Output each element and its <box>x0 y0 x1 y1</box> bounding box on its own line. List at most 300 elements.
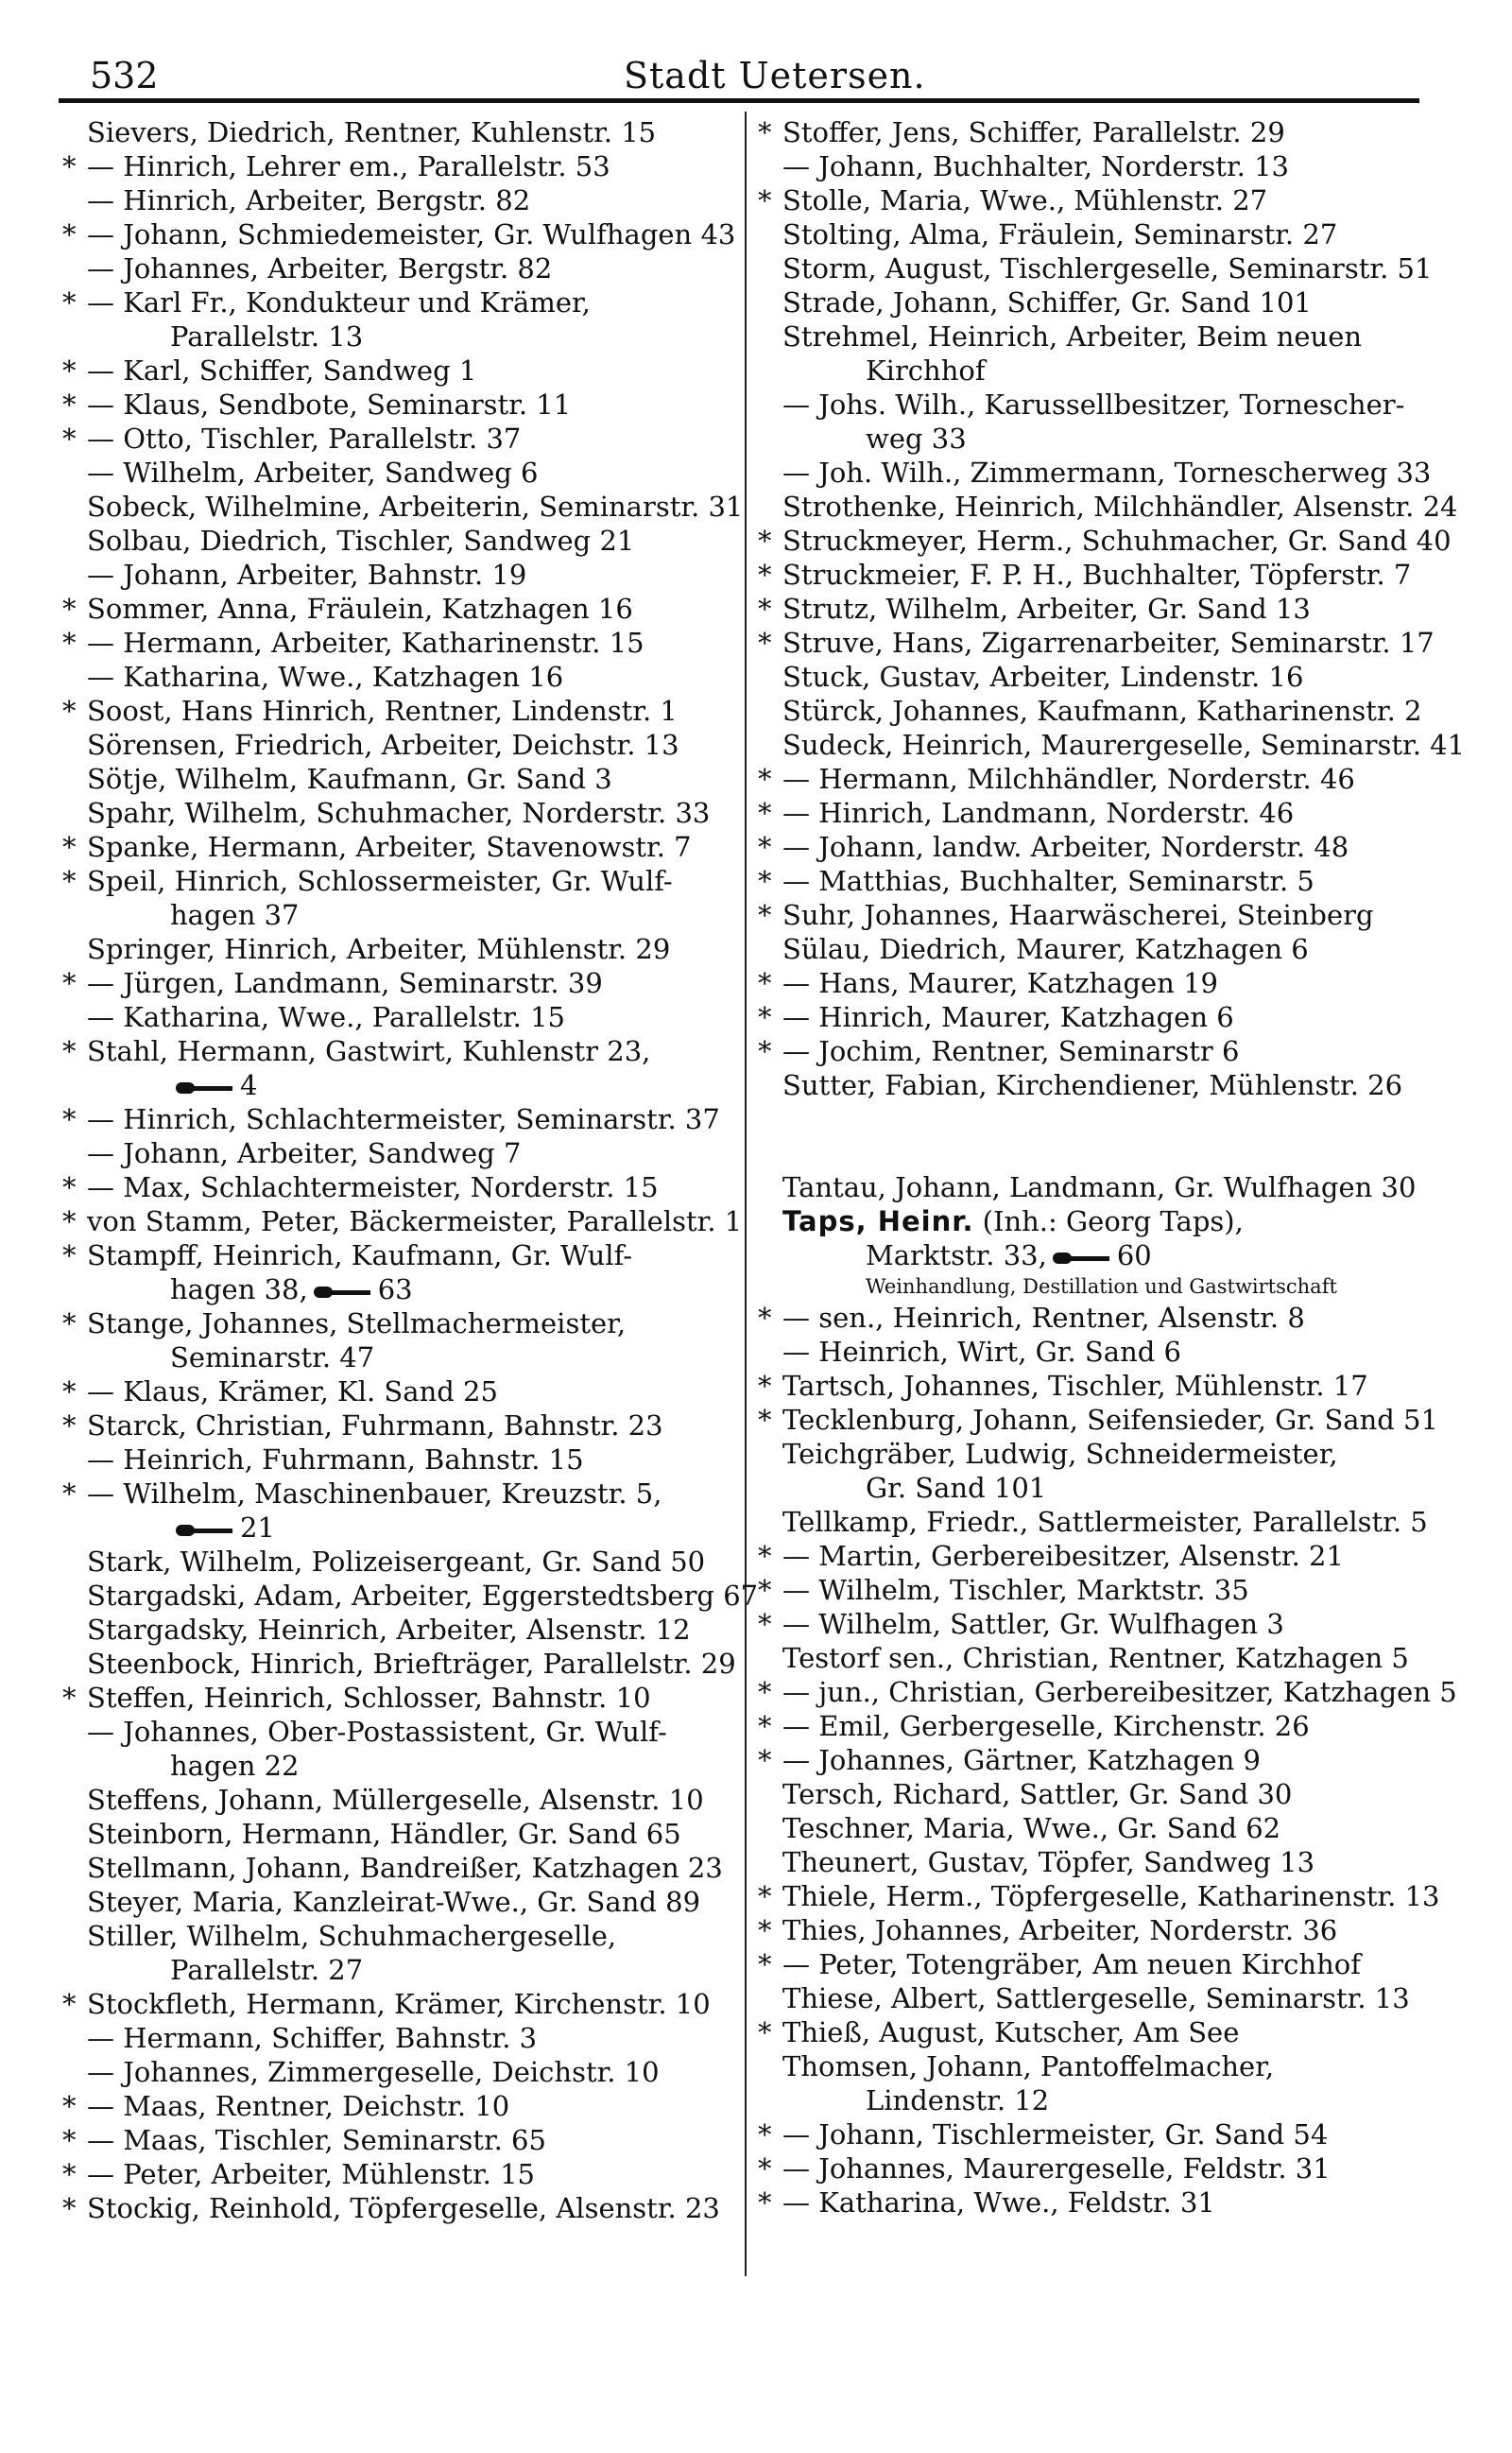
entry-text <box>847 2083 1049 2117</box>
entry-main-text: Tecklenburg, Johann, Seifensieder, Gr. Sand 51 <box>782 1404 1438 1436</box>
entry-main-text: Gr. Sand 101 <box>866 1472 1047 1504</box>
directory-entry <box>68 660 767 694</box>
directory-entry <box>68 1919 767 1953</box>
entry-main-text: Stargadsky, Heinrich, Arbeiter, Alsenstr. 12 <box>87 1614 691 1646</box>
directory-entry <box>68 1545 767 1579</box>
directory-entry <box>62 422 767 456</box>
entry-text <box>764 2049 1274 2083</box>
entry-text <box>764 115 1285 149</box>
directory-entry <box>764 1845 1449 1879</box>
entry-marker: * <box>758 2016 772 2048</box>
entry-marker: * <box>62 593 77 625</box>
entry-text <box>68 1034 650 1068</box>
entry-marker: * <box>62 1477 77 1510</box>
directory-entry <box>758 558 1449 592</box>
directory-entry <box>62 694 767 728</box>
entry-marker: * <box>758 831 772 863</box>
directory-entry <box>62 285 767 320</box>
entry-main-text: — Hermann, Arbeiter, Katharinenstr. 15 <box>87 627 644 659</box>
entry-text <box>764 1947 1361 1981</box>
entry-text <box>68 1000 565 1034</box>
entry-text <box>68 2089 509 2123</box>
entry-main-text: Strehmel, Heinrich, Arbeiter, Beim neuen <box>782 320 1363 353</box>
entry-text <box>68 1204 742 1238</box>
entry-text <box>764 1335 1181 1369</box>
entry-text <box>764 1641 1409 1675</box>
entry-text <box>764 898 1374 932</box>
directory-entry <box>62 2157 767 2191</box>
directory-entry <box>68 1340 767 1374</box>
directory-entry <box>758 524 1452 558</box>
directory-entry <box>68 796 767 830</box>
entry-text <box>68 1136 521 1170</box>
entry-main-text: Strade, Johann, Schiffer, Gr. Sand 101 <box>782 286 1312 319</box>
entry-text <box>764 1437 1338 1471</box>
entry-marker: * <box>62 2158 77 2190</box>
entry-main-text: — Johannes, Gärtner, Katzhagen 9 <box>782 1744 1261 1776</box>
entry-main-text: — sen., Heinrich, Rentner, Alsenstr. 8 <box>782 1302 1305 1334</box>
directory-entry <box>68 1511 767 1545</box>
entry-text <box>68 1238 632 1272</box>
directory-entry <box>62 1408 767 1442</box>
entry-main-text: — Johann, Arbeiter, Sandweg 7 <box>87 1137 522 1169</box>
directory-entry <box>62 626 767 660</box>
entry-text <box>764 2185 1215 2220</box>
entry-text <box>68 456 538 490</box>
entry-marker: * <box>758 2118 772 2151</box>
entry-text <box>764 1301 1305 1335</box>
entry-main-text: — Matthias, Buchhalter, Seminarstr. 5 <box>782 865 1314 897</box>
entry-marker: * <box>758 1370 772 1402</box>
directory-entry <box>62 1238 767 1272</box>
directory-entry <box>62 1204 767 1238</box>
entry-main-text: Steinborn, Hermann, Händler, Gr. Sand 65 <box>87 1818 681 1850</box>
entry-main-text: Stiller, Wilhelm, Schuhmachergeselle, <box>87 1920 617 1952</box>
entry-marker: * <box>758 525 772 557</box>
entry-main-text: Stolting, Alma, Fräulein, Seminarstr. 27 <box>782 218 1338 250</box>
entry-main-text: — Wilhelm, Maschinenbauer, Kreuzstr. 5, <box>87 1477 662 1510</box>
entry-main-text: hagen 37 <box>170 899 300 931</box>
directory-entry <box>758 1573 1449 1607</box>
directory-entry <box>68 251 767 285</box>
entry-main-text: — Max, Schlachtermeister, Norderstr. 15 <box>87 1171 659 1203</box>
entry-main-text: Thiese, Albert, Sattlergeselle, Seminarstr. 13 <box>782 1982 1410 2014</box>
entry-main-text: Weinhandlung, Destillation und Gastwirtschaft <box>866 1275 1337 1298</box>
entry-main-text: Sötje, Wilhelm, Kaufmann, Gr. Sand 3 <box>87 763 612 795</box>
directory-entry <box>758 898 1449 932</box>
entry-text <box>847 1272 1337 1301</box>
entry-text <box>151 1953 363 1987</box>
directory-entry <box>62 1034 767 1068</box>
entry-text <box>847 354 986 388</box>
entry-text <box>68 1102 720 1136</box>
directory-entry <box>764 1170 1449 1204</box>
telephone-icon <box>176 1078 234 1097</box>
entry-marker: * <box>758 865 772 897</box>
entry-text <box>764 456 1431 490</box>
entry-text <box>764 1034 1239 1068</box>
directory-entry <box>68 456 767 490</box>
entry-text <box>764 2151 1331 2185</box>
entry-main-text: — Heinrich, Wirt, Gr. Sand 6 <box>782 1336 1181 1368</box>
directory-entry <box>764 320 1449 354</box>
entry-marker: * <box>62 2124 77 2156</box>
entry-text <box>68 490 743 524</box>
entry-main-text: — Johann, Buchhalter, Norderstr. 13 <box>782 150 1289 182</box>
directory-entry <box>764 1981 1449 2015</box>
entry-main-text: — jun., Christian, Gerbereibesitzer, Katzhagen 5 <box>782 1676 1457 1708</box>
entry-text <box>68 1545 705 1579</box>
directory-entry <box>764 1471 1449 1505</box>
directory-entry <box>758 626 1449 660</box>
directory-entry <box>68 1851 767 1885</box>
entry-text <box>68 1783 704 1817</box>
directory-entry <box>758 1879 1449 1913</box>
entry-marker: * <box>758 559 772 591</box>
directory-entry <box>764 490 1458 524</box>
entry-main-text: 21 <box>240 1512 275 1544</box>
entry-marker: * <box>758 184 772 216</box>
entry-text <box>68 1919 616 1953</box>
entry-main-text: Tellkamp, Friedr., Sattlermeister, Parallelstr. 5 <box>782 1506 1428 1538</box>
entry-text <box>764 1204 1244 1238</box>
directory-entry <box>764 1777 1449 1811</box>
entry-marker: * <box>62 2192 77 2224</box>
entry-main-text: — Johannes, Maurergeselle, Feldstr. 31 <box>782 2152 1331 2185</box>
entry-text <box>68 1987 711 2021</box>
entry-text <box>68 2021 537 2055</box>
entry-text <box>68 354 476 388</box>
entry-marker: * <box>758 593 772 625</box>
entry-main-text: Thies, Johannes, Arbeiter, Norderstr. 36 <box>782 1914 1338 1946</box>
directory-entry <box>764 285 1449 320</box>
directory-entry <box>68 1647 767 1681</box>
entry-main-text: Sudeck, Heinrich, Maurergeselle, Seminarstr. 41 <box>782 729 1466 761</box>
entry-main-text: — Peter, Arbeiter, Mühlenstr. 15 <box>87 2158 535 2190</box>
entry-main-text: — Katharina, Wwe., Feldstr. 31 <box>782 2186 1215 2219</box>
entry-main-text: Stolle, Maria, Wwe., Mühlenstr. 27 <box>782 184 1268 216</box>
entry-marker: * <box>62 2090 77 2122</box>
entry-main-text: — Maas, Rentner, Deichstr. 10 <box>87 2090 510 2122</box>
entry-main-text: Speil, Hinrich, Schlossermeister, Gr. Wulf- <box>87 865 673 897</box>
entry-marker: * <box>62 865 77 897</box>
entry-marker: * <box>62 1988 77 2020</box>
entry-text <box>151 320 363 354</box>
entry-main-text: Spahr, Wilhelm, Schuhmacher, Norderstr. 33 <box>87 797 711 829</box>
directory-entry <box>68 1885 767 1919</box>
entry-main-text: — Johann, Tischlermeister, Gr. Sand 54 <box>782 2118 1329 2151</box>
entry-marker: * <box>62 831 77 863</box>
entry-main-text: Soost, Hans Hinrich, Rentner, Lindenstr. 1 <box>87 695 678 727</box>
entry-marker: * <box>758 627 772 659</box>
directory-entry <box>764 2083 1449 2117</box>
entry-text <box>68 592 633 626</box>
entry-text <box>68 1306 626 1340</box>
entry-text <box>68 1613 691 1647</box>
entry-main-text: Stargadski, Adam, Arbeiter, Eggerstedtsberg 67 <box>87 1580 759 1612</box>
entry-text <box>764 660 1303 694</box>
entry-main-text: Springer, Hinrich, Arbeiter, Mühlenstr. 29 <box>87 933 671 965</box>
entry-text <box>68 1374 498 1408</box>
entry-text <box>68 1477 662 1511</box>
entry-main-text: — Klaus, Krämer, Kl. Sand 25 <box>87 1375 498 1408</box>
directory-entry <box>764 149 1449 183</box>
entry-text <box>68 1885 700 1919</box>
directory-entry <box>62 966 767 1000</box>
directory-entry <box>68 1579 767 1613</box>
entry-text <box>68 1851 723 1885</box>
entry-text <box>68 149 610 183</box>
directory-entry <box>764 728 1466 762</box>
entry-text <box>764 864 1314 898</box>
entry-marker: * <box>758 1914 772 1946</box>
entry-text <box>764 728 1465 762</box>
entry-text <box>764 558 1411 592</box>
entry-after-text: (Inh.: Georg Taps), <box>973 1205 1244 1237</box>
page-title: Stadt Uetersen. <box>624 55 926 96</box>
directory-entry <box>62 592 767 626</box>
entry-text <box>764 2015 1239 2049</box>
entry-text <box>68 932 670 966</box>
entry-main-text: Struve, Hans, Zigarrenarbeiter, Seminarstr. 17 <box>782 627 1435 659</box>
entry-main-text: — Hinrich, Schlachtermeister, Seminarstr. 37 <box>87 1103 720 1135</box>
entry-marker: * <box>758 1676 772 1708</box>
directory-entry <box>68 320 767 354</box>
directory-entry <box>764 251 1449 285</box>
entry-text <box>68 1647 736 1681</box>
entry-marker: * <box>758 1710 772 1742</box>
entry-main-text: — Johann, landw. Arbeiter, Norderstr. 48 <box>782 831 1349 863</box>
directory-entry <box>758 1369 1449 1403</box>
entry-text <box>764 1539 1344 1573</box>
entry-text <box>764 1068 1402 1102</box>
entry-main-text: Teschner, Maria, Wwe., Gr. Sand 62 <box>782 1812 1281 1844</box>
entry-marker: * <box>62 150 77 182</box>
entry-main-text: — Otto, Tischler, Parallelstr. 37 <box>87 423 522 455</box>
directory-entry <box>62 864 767 898</box>
entry-text <box>764 1000 1234 1034</box>
directory-entry <box>764 1811 1449 1845</box>
entry-main-text: — Johannes, Arbeiter, Bergstr. 82 <box>87 252 553 285</box>
directory-entry <box>764 1272 1449 1301</box>
entry-marker: * <box>62 354 77 387</box>
directory-entry <box>758 1913 1449 1947</box>
directory-entry <box>62 1374 767 1408</box>
directory-entry <box>758 1301 1449 1335</box>
entry-text <box>764 592 1311 626</box>
entry-main-text: Teichgräber, Ludwig, Schneidermeister, <box>782 1438 1338 1470</box>
directory-entry <box>68 183 767 217</box>
entry-marker: * <box>758 1948 772 1980</box>
entry-text <box>68 728 679 762</box>
directory-entry <box>758 2015 1449 2049</box>
directory-entry <box>758 183 1449 217</box>
entry-main-text: Struckmeier, F. P. H., Buchhalter, Töpferstr. 7 <box>782 559 1412 591</box>
entry-text <box>764 966 1218 1000</box>
entry-main-text: Spanke, Hermann, Arbeiter, Stavenowstr. 7 <box>87 831 692 863</box>
directory-entry <box>758 796 1449 830</box>
entry-main-text: Stürck, Johannes, Kaufmann, Katharinenstr. 2 <box>782 695 1422 727</box>
entry-text <box>764 285 1312 320</box>
entry-main-text: — Wilhelm, Sattler, Gr. Wulfhagen 3 <box>782 1608 1284 1640</box>
entry-marker: * <box>758 899 772 931</box>
directory-entry <box>758 830 1449 864</box>
entry-text <box>764 1369 1368 1403</box>
left-column <box>62 115 767 2225</box>
entry-main-text: — Klaus, Sendbote, Seminarstr. 11 <box>87 389 572 421</box>
directory-entry <box>764 388 1449 422</box>
directory-entry <box>68 898 767 932</box>
page-header <box>0 0 1512 106</box>
directory-entry <box>764 2049 1449 2083</box>
section-gap <box>764 1102 1449 1170</box>
entry-text <box>764 490 1458 524</box>
entry-main-text: — Hinrich, Landmann, Norderstr. 46 <box>782 797 1295 829</box>
entry-main-text: Sievers, Diedrich, Rentner, Kuhlenstr. 15 <box>87 116 657 148</box>
entry-text <box>764 524 1452 558</box>
entry-text <box>68 1170 659 1204</box>
entry-main-text: Tantau, Johann, Landmann, Gr. Wulfhagen 30 <box>782 1171 1417 1203</box>
directory-entry <box>68 1783 767 1817</box>
entry-main-text: — Johs. Wilh., Karussellbesitzer, Tornescher- <box>782 389 1405 421</box>
directory-entry <box>62 1102 767 1136</box>
entry-main-text: Thiele, Herm., Töpfergeselle, Katharinenstr. 13 <box>782 1880 1440 1912</box>
entry-text <box>68 1442 584 1477</box>
directory-entry <box>68 1715 767 1749</box>
entry-main-text: Thomsen, Johann, Pantoffelmacher, <box>782 2050 1275 2082</box>
entry-text <box>764 932 1309 966</box>
entry-marker: * <box>62 1205 77 1237</box>
entry-main-text: Thieß, August, Kutscher, Am See <box>782 2016 1240 2048</box>
telephone-icon <box>1053 1248 1111 1267</box>
entry-marker: * <box>62 286 77 319</box>
telephone-icon <box>314 1282 372 1301</box>
directory-entry <box>62 388 767 422</box>
directory-entry <box>764 1641 1449 1675</box>
entry-text <box>764 830 1349 864</box>
entry-marker: * <box>758 1540 772 1572</box>
directory-entry <box>758 1709 1449 1743</box>
entry-text <box>68 388 571 422</box>
entry-text <box>68 217 735 251</box>
entry-text <box>764 1675 1457 1709</box>
entry-main-text: Sobeck, Wilhelmine, Arbeiterin, Seminarstr. 31 <box>87 491 744 523</box>
entry-text <box>764 1879 1440 1913</box>
entry-text <box>68 626 644 660</box>
entry-text <box>68 285 591 320</box>
entry-main-text: Storm, August, Tischlergeselle, Seminarstr. 51 <box>782 252 1433 285</box>
directory-entry <box>62 830 767 864</box>
directory-entry <box>764 932 1449 966</box>
entry-name-bold: Taps, Heinr. <box>782 1205 974 1237</box>
entry-text <box>68 183 530 217</box>
entry-main-text: — Wilhelm, Tischler, Marktstr. 35 <box>782 1574 1249 1606</box>
directory-entry <box>758 1403 1449 1437</box>
entry-main-text: Suhr, Johannes, Haarwäscherei, Steinberg <box>782 899 1374 931</box>
entry-marker: * <box>62 1375 77 1408</box>
directory-entry <box>68 115 767 149</box>
entry-text <box>68 864 673 898</box>
directory-entry <box>764 217 1449 251</box>
directory-entry <box>68 490 767 524</box>
entry-text <box>68 1715 667 1749</box>
entry-text <box>764 762 1355 796</box>
entry-marker: * <box>62 1035 77 1067</box>
entry-text <box>764 251 1432 285</box>
entry-text <box>151 1340 374 1374</box>
directory-entry <box>68 2021 767 2055</box>
entry-main-text: Sutter, Fabian, Kirchendiener, Mühlenstr. 26 <box>782 1069 1403 1101</box>
entry-text <box>764 388 1404 422</box>
directory-entry <box>62 2089 767 2123</box>
directory-entry <box>764 1204 1449 1238</box>
entry-main-text: Sörensen, Friedrich, Arbeiter, Deichstr. 13 <box>87 729 679 761</box>
entry-after-text: 60 <box>1116 1239 1152 1271</box>
directory-entry <box>68 762 767 796</box>
entry-main-text: — Johannes, Ober-Postassistent, Gr. Wulf- <box>87 1716 667 1748</box>
entry-text <box>68 2055 660 2089</box>
directory-entry <box>62 1306 767 1340</box>
entry-main-text: — Karl Fr., Kondukteur und Krämer, <box>87 286 591 319</box>
entry-text <box>68 2123 546 2157</box>
directory-entry <box>764 1335 1449 1369</box>
entry-text <box>68 966 603 1000</box>
entry-main-text: Solbau, Diedrich, Tischler, Sandweg 21 <box>87 525 635 557</box>
directory-entry <box>68 524 767 558</box>
directory-entry <box>68 558 767 592</box>
entry-text <box>68 251 552 285</box>
page-number: 532 <box>90 55 159 96</box>
directory-entry <box>758 2117 1449 2151</box>
header-rule <box>59 98 1419 103</box>
entry-main-text: — Johann, Arbeiter, Bahnstr. 19 <box>87 559 527 591</box>
entry-text <box>764 1913 1337 1947</box>
entry-main-text: Stockig, Reinhold, Töpfergeselle, Alsenstr. 23 <box>87 2192 720 2224</box>
entry-main-text: — Johannes, Zimmergeselle, Deichstr. 10 <box>87 2056 660 2088</box>
entry-marker: * <box>758 967 772 999</box>
entry-marker: * <box>62 423 77 455</box>
entry-marker: * <box>758 1574 772 1606</box>
directory-entry <box>68 1272 767 1306</box>
entry-text <box>764 1845 1314 1879</box>
entry-main-text: — Hermann, Schiffer, Bahnstr. 3 <box>87 2022 538 2054</box>
entry-text <box>68 2191 720 2225</box>
entry-main-text: — Emil, Gerbergeselle, Kirchenstr. 26 <box>782 1710 1310 1742</box>
entry-main-text: Marktstr. 33, <box>866 1239 1047 1271</box>
directory-entry <box>62 354 767 388</box>
directory-entry <box>758 966 1449 1000</box>
directory-entry <box>62 1170 767 1204</box>
entry-main-text: Kirchhof <box>866 354 986 387</box>
entry-main-text: Seminarstr. 47 <box>170 1341 375 1373</box>
directory-entry <box>68 2055 767 2089</box>
directory-entry <box>758 1539 1449 1573</box>
entry-marker: * <box>62 218 77 250</box>
entry-main-text: — Hinrich, Maurer, Katzhagen 6 <box>782 1001 1234 1033</box>
entry-main-text: — Jochim, Rentner, Seminarstr 6 <box>782 1035 1240 1067</box>
entry-main-text: Sommer, Anna, Fräulein, Katzhagen 16 <box>87 593 633 625</box>
entry-text <box>764 694 1421 728</box>
entry-marker: * <box>62 389 77 421</box>
directory-entry <box>758 2185 1449 2220</box>
directory-entry <box>68 1953 767 1987</box>
directory-entry <box>62 1987 767 2021</box>
directory-entry <box>758 2151 1449 2185</box>
entry-marker: * <box>758 2186 772 2219</box>
entry-text <box>68 762 612 796</box>
entry-main-text: — Karl, Schiffer, Sandweg 1 <box>87 354 477 387</box>
directory-entry <box>758 1607 1449 1641</box>
